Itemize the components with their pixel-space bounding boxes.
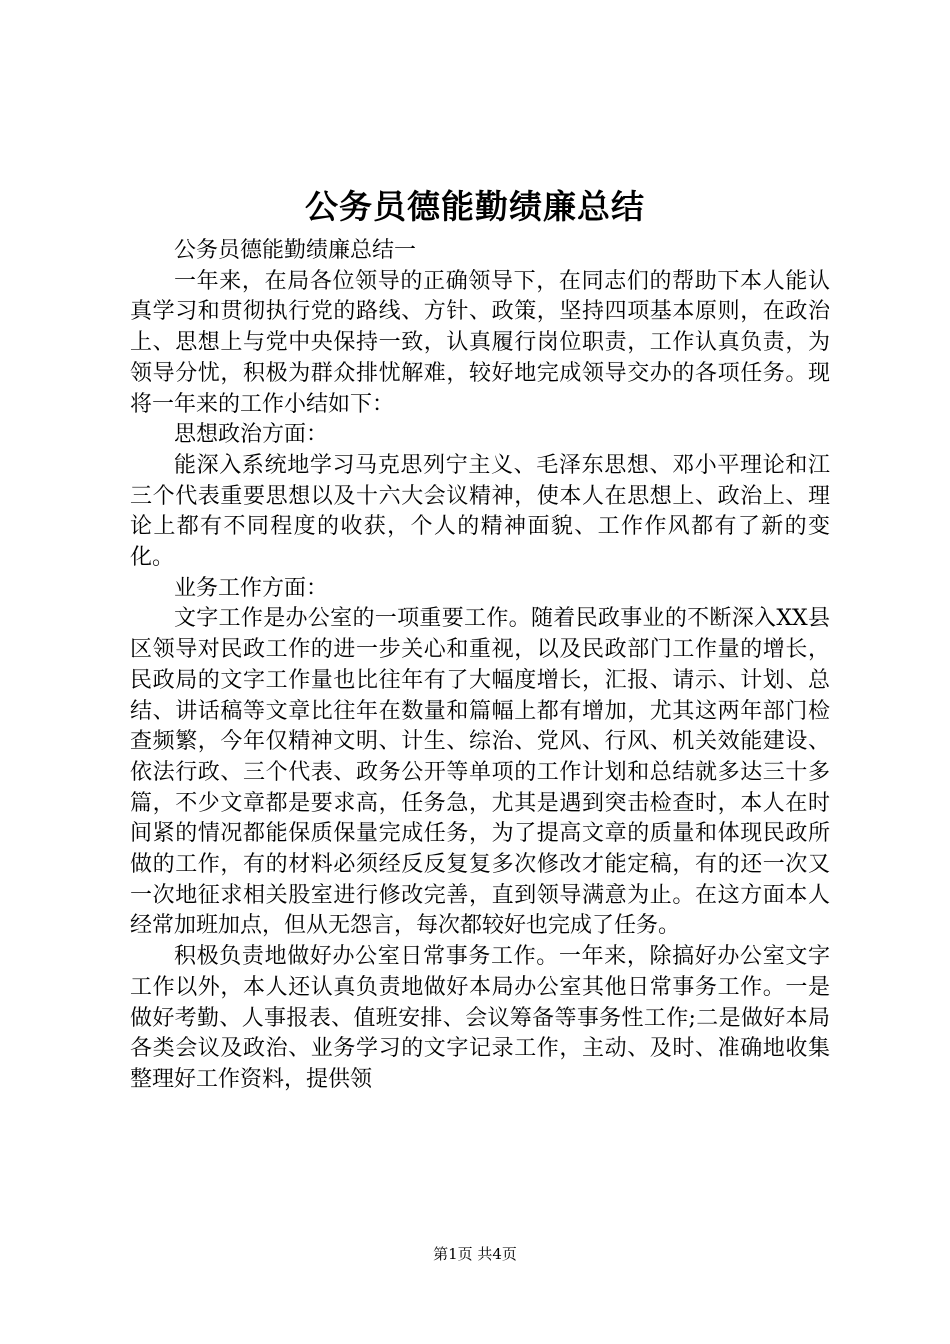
paragraph-intro: 一年来，在局各位领导的正确领导下，在同志们的帮助下本人能认真学习和贯彻执行党的路线、方针、政策，坚持四项基本原则，在政治上、思想上与党中央保持一致，认真履行岗位职责，工作认真负责，为领导分忧，积极为群众排忧解难，较好地完成领导交办的各项任务。现将一年来的工作小结如下： — [130, 268, 830, 417]
paragraph-subtitle: 公务员德能勤绩廉总结一 — [174, 238, 417, 263]
paragraph-writing-work: 文字工作是办公室的一项重要工作。随着民政事业的不断深入XX县区领导对民政工作的进一步关心和重视，以及民政部门工作量的增长，民政局的文字工作量也比往年有了大幅度增长，汇报、请示、计划、总结、讲话稿等文章比往年在数量和篇幅上都有增加，尤其这两年部门检查频繁，今年仅精神文明、计生、综治、党风、行风、机关效能建设、依法行政、三个代表、政务公开等单项的工作计划和总结就多达三十多篇，不少文章都是要求高，任务急，尤其是遇到突击检查时，本人在时间紧的情况都能保质保量完成任务，为了提高文章的质量和体现民政所做的工作，有的材料必须经反反复复多次修改才能定稿，有的还一次又一次地征求相关股室进行修改完善，直到领导满意为止。在这方面本人经常加班加点，但从无怨言，每次都较好也完成了任务。 — [130, 606, 830, 939]
paragraph-office-affairs: 积极负责地做好办公室日常事务工作。一年来，除搞好办公室文字工作以外，本人还认真负责地做好本局办公室其他日常事务工作。一是做好考勤、人事报表、值班安排、会议筹备等事务性工作;二是做好本局各类会议及政治、业务学习的文字记录工作，主动、及时、准确地收集整理好工作资料，提供领 — [130, 944, 830, 1092]
section-heading-work: 业务工作方面： — [174, 575, 329, 601]
page-footer: 第1页 共4页 — [433, 1245, 517, 1263]
paragraph-ideology: 能深入系统地学习马克思列宁主义、毛泽东思想、邓小平理论和江三个代表重要思想以及十六大会议精神，使本人在思想上、政治上、理论上都有不同程度的收获，个人的精神面貌、工作作风都有了新的变化。 — [130, 452, 830, 571]
section-heading-ideology: 思想政治方面： — [174, 422, 329, 448]
document-body — [130, 236, 830, 1096]
document-title: 公务员德能勤绩廉总结 — [305, 187, 645, 226]
